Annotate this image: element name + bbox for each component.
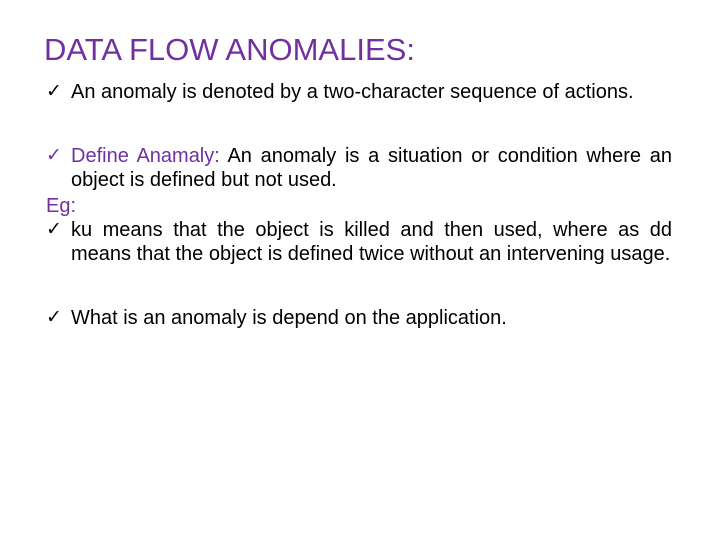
slide-title: DATA FLOW ANOMALIES: [44,32,415,67]
bullet-text: means that the object is killed and then used, where as [92,219,650,241]
bullet-item-define-anomaly [46,144,672,192]
bullet-item-application [46,306,672,330]
code-term-dd: dd [649,219,672,241]
bullet-text: An anomaly is denoted by a two-character sequence of actions. [71,81,634,103]
code-term-ku: ku [71,219,93,241]
example-label: Eg: [46,195,77,217]
checkmark-icon: ✓ [46,145,62,166]
bullet-text: What is an anomaly is depend on the application. [71,307,507,329]
bullet-item-example [46,218,672,266]
bullet-item-anomaly-notation [46,80,672,104]
checkmark-icon: ✓ [46,307,62,328]
checkmark-icon: ✓ [46,81,62,102]
bullet-list [46,80,672,330]
bullet-term: Define Anamaly: [71,145,220,167]
bullet-text: An anomaly is a situation or condition where an object is defined but not used. [71,145,672,191]
checkmark-icon: ✓ [46,219,62,240]
bullet-text: means that the object is defined twice without an intervening usage. [71,243,671,265]
